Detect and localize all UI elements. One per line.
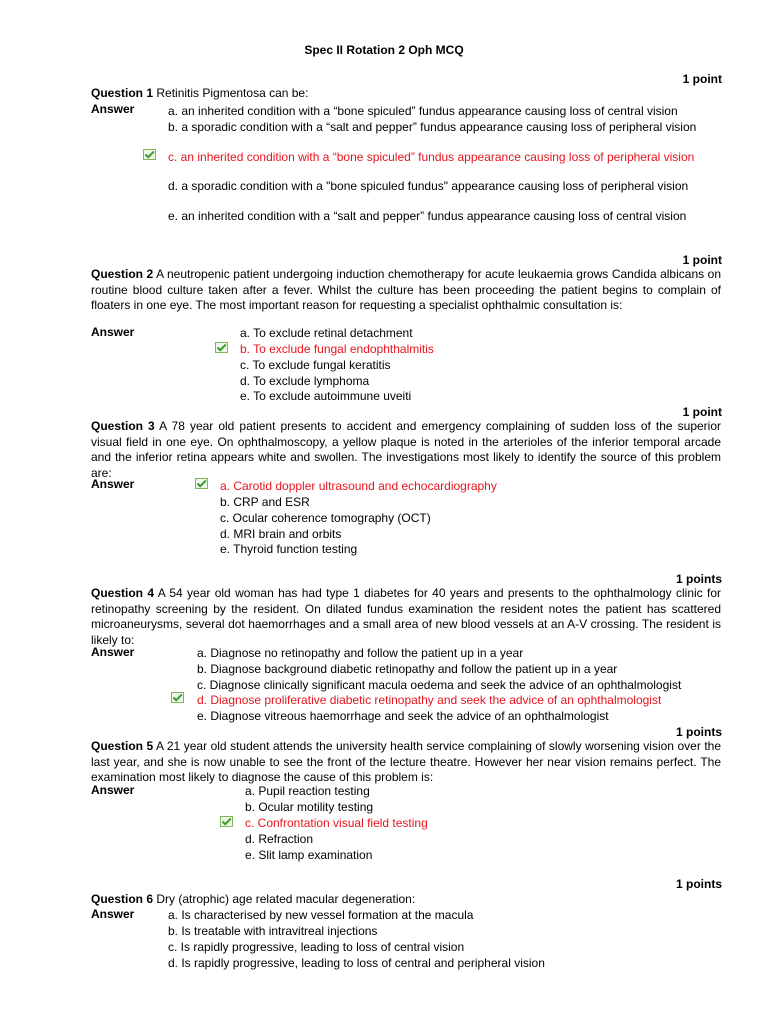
answer-option[interactable]: a. an inherited condition with a “bone spiculed” fundus appearance causing loss of central vision bbox=[168, 104, 678, 118]
points-label: 1 points bbox=[675, 877, 722, 891]
check-icon bbox=[220, 816, 233, 827]
question-stem bbox=[91, 739, 721, 786]
question-number: Question 6 bbox=[91, 892, 154, 906]
answer-label: Answer bbox=[91, 325, 135, 339]
answer-option-correct[interactable]: c. an inherited condition with a “bone spiculed” fundus appearance causing loss of peripheral vision bbox=[168, 150, 695, 164]
answer-option[interactable]: c. Ocular coherence tomography (OCT) bbox=[220, 511, 431, 525]
answer-option[interactable]: b. CRP and ESR bbox=[220, 495, 310, 509]
answer-label: Answer bbox=[91, 645, 135, 659]
answer-option[interactable]: e. Thyroid function testing bbox=[220, 542, 358, 556]
answer-option[interactable]: d. MRI brain and orbits bbox=[220, 527, 342, 541]
answer-option[interactable]: c. Diagnose clinically significant macula oedema and seek the advice of an ophthalmologist bbox=[197, 678, 682, 692]
question-stem bbox=[91, 586, 721, 648]
answer-option-correct[interactable]: c. Confrontation visual field testing bbox=[245, 816, 428, 830]
answer-option[interactable]: d. Refraction bbox=[245, 832, 314, 846]
question-number: Question 1 bbox=[91, 86, 154, 100]
answer-option[interactable]: d. Is rapidly progressive, leading to loss of central and peripheral vision bbox=[168, 956, 545, 970]
answer-option[interactable]: b. Ocular motility testing bbox=[245, 800, 374, 814]
question-stem bbox=[91, 86, 721, 102]
check-icon bbox=[171, 692, 184, 703]
answer-option[interactable]: a. Pupil reaction testing bbox=[245, 784, 370, 798]
answer-option[interactable]: c. To exclude fungal keratitis bbox=[240, 358, 391, 372]
answer-label: Answer bbox=[91, 783, 135, 797]
answer-label: Answer bbox=[91, 477, 135, 491]
question-number: Question 2 bbox=[91, 267, 154, 281]
answer-label: Answer bbox=[91, 102, 135, 116]
question-stem bbox=[91, 267, 721, 314]
points-label: 1 point bbox=[682, 405, 722, 419]
check-icon bbox=[215, 342, 228, 353]
check-icon bbox=[195, 478, 208, 489]
question-number: Question 3 bbox=[91, 419, 155, 433]
check-icon bbox=[143, 149, 156, 160]
answer-label: Answer bbox=[91, 907, 135, 921]
answer-option[interactable]: e. Diagnose vitreous haemorrhage and seek the advice of an ophthalmologist bbox=[197, 709, 609, 723]
question-text: A 21 year old student attends the university health service complaining of slowly worsening vision over the last year, and she is now unable to see the front of the lecture theatre. However her near vision remains perfect. The examination most likely to diagnose the cause of this problem is: bbox=[91, 739, 722, 784]
answer-option[interactable]: d. a sporadic condition with a "bone spiculed fundus" appearance causing loss of peripheral vision bbox=[168, 179, 689, 193]
answer-option-correct[interactable]: d. Diagnose proliferative diabetic retinopathy and seek the advice of an ophthalmologist bbox=[197, 693, 662, 707]
question-text: Dry (atrophic) age related macular degeneration: bbox=[156, 892, 416, 906]
answer-option[interactable]: a. Diagnose no retinopathy and follow the patient up in a year bbox=[197, 646, 524, 660]
question-text: A 54 year old woman has had type 1 diabetes for 40 years and presents to the ophthalmology clinic for retinopathy screening by the resident. On dilated fundus examination the resident notes the patient has scattered microaneurysms, several dot haemorrhages and a small area of new blood vessels at an A-V crossing. The resident is likely to: bbox=[91, 586, 721, 647]
question-stem bbox=[91, 892, 721, 908]
points-label: 1 points bbox=[675, 725, 722, 739]
question-text: A 78 year old patient presents to accident and emergency complaining of sudden loss of the superior visual field in one eye. On ophthalmoscopy, a yellow plaque is noted in the arterioles of the inferior temporal arcade and the inferior retina appears white and swollen. The investigations most likely to identify the source of this problem are: bbox=[91, 419, 722, 480]
answer-option[interactable]: a. To exclude retinal detachment bbox=[240, 326, 413, 340]
answer-option[interactable]: b. Diagnose background diabetic retinopathy and follow the patient up in a year bbox=[197, 662, 618, 676]
answer-option[interactable]: e. Slit lamp examination bbox=[245, 848, 373, 862]
answer-option[interactable]: e. an inherited condition with a “salt and pepper” fundus appearance causing loss of central vision bbox=[168, 209, 687, 223]
answer-option[interactable]: b. a sporadic condition with a “salt and pepper” fundus appearance causing loss of peripheral vision bbox=[168, 120, 697, 134]
question-text: A neutropenic patient undergoing induction chemotherapy for acute leukaemia grows Candida albicans on routine blood culture taken after a fever. Whilst the culture has been proceeding the patient begins to complain of floaters in one eye. The most important reason for requesting a specialist ophthalmic consultation is: bbox=[91, 267, 722, 312]
points-label: 1 point bbox=[682, 253, 722, 267]
answer-option[interactable]: b. Is treatable with intravitreal injections bbox=[168, 924, 378, 938]
page-title: Spec II Rotation 2 Oph MCQ bbox=[304, 43, 464, 57]
answer-option[interactable]: c. Is rapidly progressive, leading to loss of central vision bbox=[168, 940, 465, 954]
points-label: 1 point bbox=[682, 72, 722, 86]
answer-option[interactable]: a. Is characterised by new vessel formation at the macula bbox=[168, 908, 474, 922]
question-number: Question 5 bbox=[91, 739, 154, 753]
answer-option-correct[interactable]: a. Carotid doppler ultrasound and echocardiography bbox=[220, 479, 497, 493]
question-text: Retinitis Pigmentosa can be: bbox=[156, 86, 309, 100]
points-label: 1 points bbox=[675, 572, 722, 586]
answer-option[interactable]: d. To exclude lymphoma bbox=[240, 374, 370, 388]
question-stem bbox=[91, 419, 721, 481]
question-number: Question 4 bbox=[91, 586, 155, 600]
answer-option-correct[interactable]: b. To exclude fungal endophthalmitis bbox=[240, 342, 434, 356]
answer-option[interactable]: e. To exclude autoimmune uveiti bbox=[240, 389, 412, 403]
